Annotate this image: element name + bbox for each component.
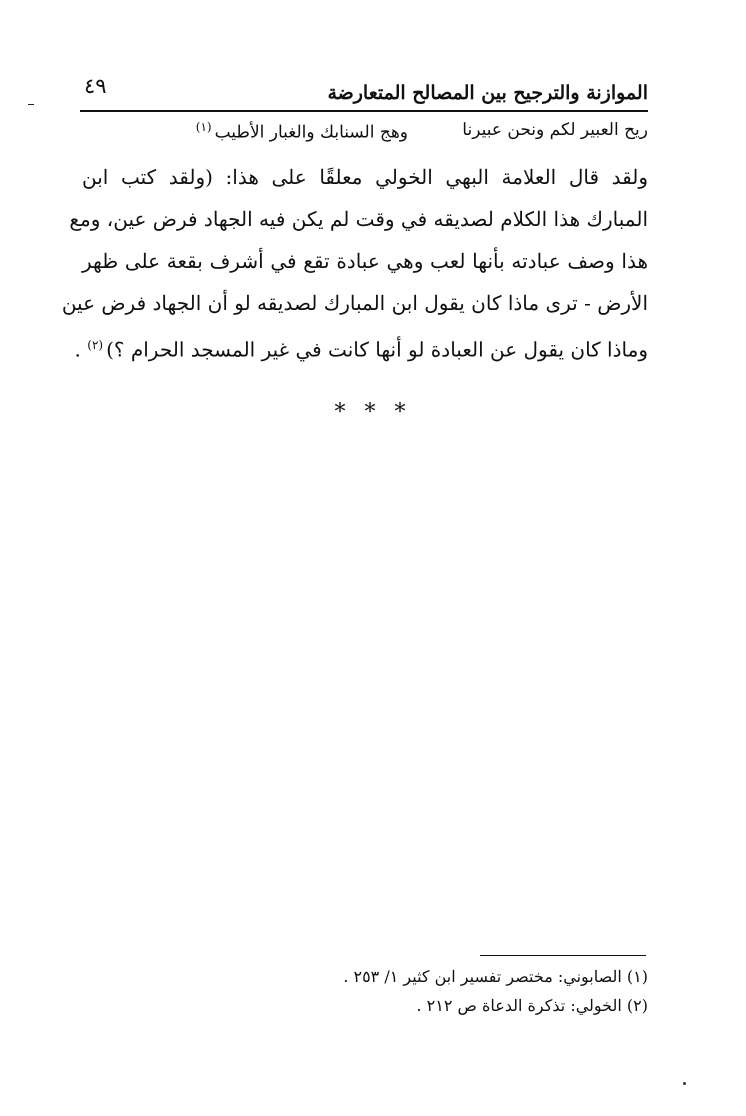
verse-first-hemistich: ريح العبير لكم ونحن عبيرنا — [462, 120, 648, 140]
footnote-rule — [480, 955, 646, 956]
section-separator: * * * — [334, 400, 412, 425]
footnotes — [343, 962, 648, 1020]
body-paragraph — [61, 156, 648, 366]
verse-second-hemistich-text: وهج السنابك والغبار الأطيب — [214, 122, 408, 143]
body-line-end: . — [74, 337, 88, 362]
running-header-title: الموازنة والترجيح بين المصالح المتعارضة — [327, 82, 648, 104]
verse-second-hemistich — [196, 120, 408, 150]
scan-speck — [683, 1082, 686, 1085]
body-line-text: وماذا كان يقول عن العبادة لو أنها كانت في غير المسجد الحرام ؟) — [106, 337, 648, 362]
body-line: المبارك هذا الكلام لصديقه في وقت لم يكن فيه الجهاد فرض عين، ومع — [69, 207, 648, 231]
body-line-last — [74, 324, 648, 366]
header-rule — [80, 110, 648, 112]
body-line: الأرض - ترى ماذا كان يقول ابن المبارك لصديقه لو أن الجهاد فرض عين — [61, 291, 648, 315]
page-number: ٤٩ — [84, 74, 107, 98]
footnote-ref-2: (٢) — [87, 338, 104, 352]
footnote-item: (٢) الخولي: تذكرة الدعاة ص ٢١٢ . — [416, 996, 648, 1015]
body-line: هذا وصف عبادته بأنها لعب وهي عبادة تقع في أشرف بقعة على ظهر — [82, 249, 648, 273]
scan-edge-mark — [28, 104, 34, 105]
footnote-item: (١) الصابوني: مختصر تفسير ابن كثير ١/ ٢٥٣ . — [343, 967, 648, 986]
footnote-ref-1: (١) — [195, 120, 212, 134]
body-line: ولقد قال العلامة البهي الخولي معلقًا على هذا: (ولقد كتب ابن — [82, 165, 648, 189]
